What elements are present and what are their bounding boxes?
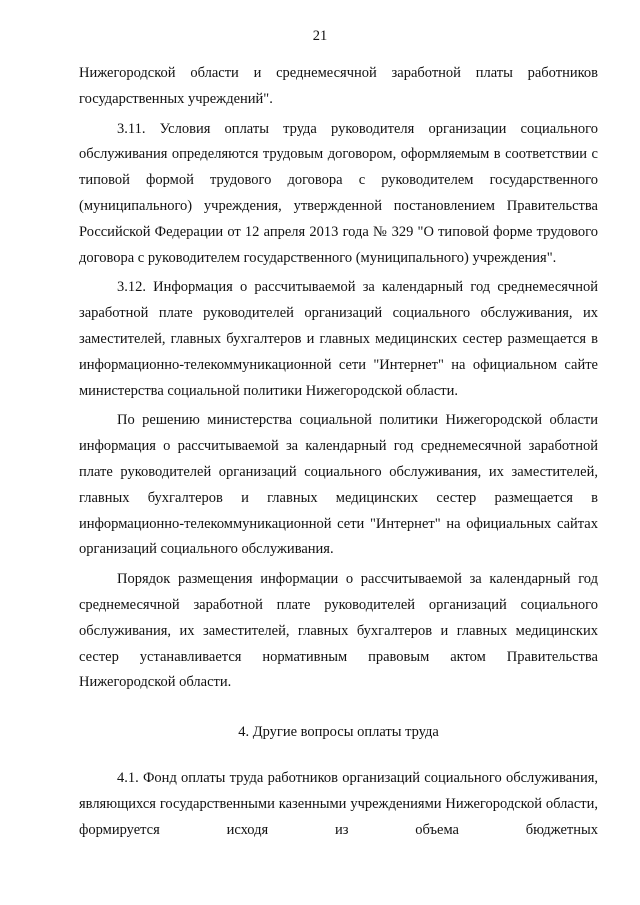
paragraph-3-11: 3.11. Условия оплаты труда руководителя организации социального обслуживания определяются трудовым договором, оформляемым в соответствии с типовой формой трудового договора с руководителем государственного (муниципального) учреждения, утвержденной постановлением Правительства Российской Федерации от 12 апреля 2013 года № 329 "О типовой форме трудового договора с руководителем государственного (муниципального) учреждения".	[79, 120, 598, 266]
paragraph-placement-procedure: Порядок размещения информации о рассчитываемой за календарный год среднемесячной заработной плате руководителей организаций социального обслуживания, их заместителей, главных бухгалтеров и главных медицинских сестер устанавливается нормативным правовым актом Правительства Нижегородской области.	[79, 571, 598, 691]
page-number: 21	[312, 28, 328, 44]
paragraph-4-1: 4.1. Фонд оплаты труда работников организаций социального обслуживания, являющихся государственными казенными учреждениями Нижегородской области, формируется исходя из объема бюджетных	[79, 769, 598, 838]
document-body	[79, 61, 598, 843]
section-heading: 4. Другие вопросы оплаты труда	[238, 724, 439, 741]
paragraph-continuation: Нижегородской области и среднемесячной заработной платы работников государственных учреждений".	[79, 65, 598, 107]
paragraph-3-12: 3.12. Информация о рассчитываемой за календарный год среднемесячной заработной плате руководителей организаций социального обслуживания, их заместителей, главных бухгалтеров и главных медицинских сестер размещается в информационно-телекоммуникационной сети "Интернет" на официальном сайте министерства социальной политики Нижегородской области.	[79, 279, 598, 399]
paragraph-ministry-decision: По решению министерства социальной политики Нижегородской области информация о рассчитываемой за календарный год среднемесячной заработной плате руководителей организаций социального обслуживания, их заместителей, главных бухгалтеров и главных медицинских сестер размещается в информационно-телекоммуникационной сети "Интернет" на официальных сайтах организаций социального обслуживания.	[79, 412, 598, 558]
